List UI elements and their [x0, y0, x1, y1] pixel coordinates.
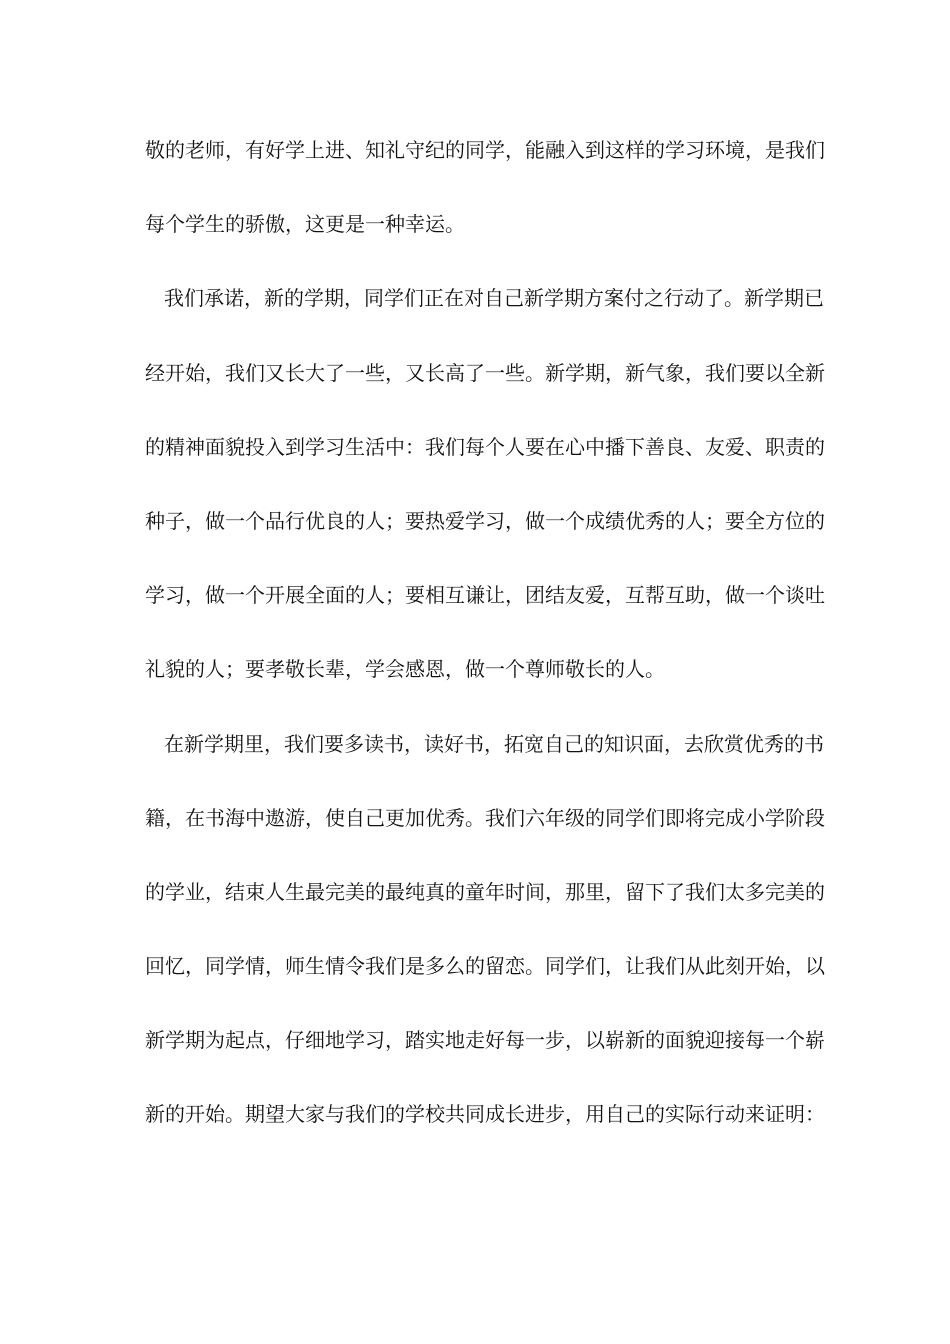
text-line: 新的开始。期望大家与我们的学校共同成长进步，用自己的实际行动来证明：	[145, 1102, 825, 1127]
text-line: 在新学期里，我们要多读书，读好书，拓宽自己的知识面，去欣赏优秀的书	[164, 731, 824, 756]
text-line: 回忆，同学情，师生情令我们是多么的留恋。同学们，让我们从此刻开始，以	[145, 954, 825, 979]
text-line: 学习，做一个开展全面的人；要相互谦让，团结友爱，互帮互助，做一个谈吐	[145, 583, 825, 608]
text-line: 新学期为起点，仔细地学习，踏实地走好每一步，以崭新的面貌迎接每一个崭	[145, 1028, 825, 1053]
text-line: 我们承诺，新的学期，同学们正在对自己新学期方案付之行动了。新学期已	[164, 286, 824, 311]
text-line: 籍，在书海中遨游，使自己更加优秀。我们六年级的同学们即将完成小学阶段	[145, 805, 825, 830]
text-line: 经开始，我们又长大了一些，又长高了一些。新学期，新气象，我们要以全新	[145, 360, 825, 385]
text-line: 敬的老师，有好学上进、知礼守纪的同学，能融入到这样的学习环境，是我们	[145, 138, 825, 162]
body-text	[145, 130, 825, 1169]
text-line: 种子，做一个品行优良的人；要热爱学习，做一个成绩优秀的人；要全方位的	[145, 508, 825, 533]
text-line: 的精神面貌投入到学习生活中：我们每个人要在心中播下善良、友爱、职责的	[145, 434, 825, 459]
text-line: 礼貌的人；要孝敬长辈，学会感恩，做一个尊师敬长的人。	[145, 657, 665, 682]
text-line: 每个学生的骄傲，这更是一种幸运。	[145, 212, 465, 237]
text-line: 的学业，结束人生最完美的最纯真的童年时间，那里，留下了我们太多完美的	[145, 879, 825, 904]
